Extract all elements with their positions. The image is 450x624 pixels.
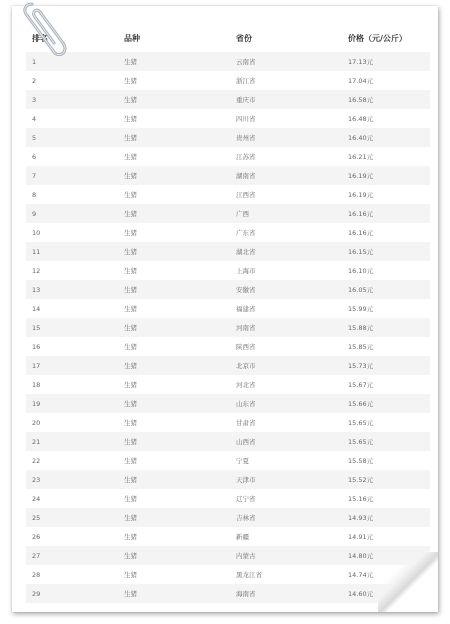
cell-rank: 7 bbox=[26, 166, 124, 185]
table-row bbox=[26, 90, 430, 109]
cell-province: 北京市 bbox=[236, 356, 348, 375]
cell-price: 15.65元 bbox=[348, 413, 430, 432]
cell-province: 陕西省 bbox=[236, 337, 348, 356]
cell-kind: 生猪 bbox=[124, 375, 236, 394]
cell-province: 吉林省 bbox=[236, 508, 348, 527]
table-row bbox=[26, 337, 430, 356]
cell-kind: 生猪 bbox=[124, 90, 236, 109]
cell-kind: 生猪 bbox=[124, 337, 236, 356]
cell-price: 15.16元 bbox=[348, 489, 430, 508]
cell-price: 15.73元 bbox=[348, 356, 430, 375]
cell-price: 15.52元 bbox=[348, 470, 430, 489]
table-row bbox=[26, 242, 430, 261]
table-row bbox=[26, 394, 430, 413]
cell-rank: 22 bbox=[26, 451, 124, 470]
cell-province: 四川省 bbox=[236, 109, 348, 128]
cell-kind: 生猪 bbox=[124, 565, 236, 584]
cell-province: 广西 bbox=[236, 204, 348, 223]
table-row bbox=[26, 451, 430, 470]
cell-kind: 生猪 bbox=[124, 128, 236, 147]
cell-kind: 生猪 bbox=[124, 223, 236, 242]
cell-price: 16.19元 bbox=[348, 166, 430, 185]
cell-province: 宁夏 bbox=[236, 451, 348, 470]
cell-kind: 生猪 bbox=[124, 318, 236, 337]
cell-rank: 14 bbox=[26, 299, 124, 318]
cell-province: 湖南省 bbox=[236, 166, 348, 185]
cell-province: 山东省 bbox=[236, 394, 348, 413]
cell-rank: 20 bbox=[26, 413, 124, 432]
cell-kind: 生猪 bbox=[124, 413, 236, 432]
cell-province: 上海市 bbox=[236, 261, 348, 280]
cell-price: 14.91元 bbox=[348, 527, 430, 546]
cell-rank: 9 bbox=[26, 204, 124, 223]
cell-province: 江苏省 bbox=[236, 147, 348, 166]
cell-kind: 生猪 bbox=[124, 185, 236, 204]
table-row bbox=[26, 584, 430, 603]
table-row bbox=[26, 413, 430, 432]
cell-kind: 生猪 bbox=[124, 470, 236, 489]
cell-kind: 生猪 bbox=[124, 394, 236, 413]
header-kind: 品种 bbox=[124, 33, 140, 43]
cell-kind: 生猪 bbox=[124, 299, 236, 318]
cell-province: 天津市 bbox=[236, 470, 348, 489]
cell-kind: 生猪 bbox=[124, 204, 236, 223]
cell-province: 河北省 bbox=[236, 375, 348, 394]
cell-kind: 生猪 bbox=[124, 451, 236, 470]
cell-province: 湖北省 bbox=[236, 242, 348, 261]
cell-rank: 1 bbox=[26, 52, 124, 71]
cell-rank: 3 bbox=[26, 90, 124, 109]
cell-rank: 13 bbox=[26, 280, 124, 299]
cell-kind: 生猪 bbox=[124, 109, 236, 128]
cell-price: 16.58元 bbox=[348, 90, 430, 109]
cell-rank: 8 bbox=[26, 185, 124, 204]
cell-rank: 15 bbox=[26, 318, 124, 337]
cell-price: 16.16元 bbox=[348, 223, 430, 242]
cell-rank: 17 bbox=[26, 356, 124, 375]
cell-province: 安徽省 bbox=[236, 280, 348, 299]
table-row bbox=[26, 261, 430, 280]
cell-price: 15.65元 bbox=[348, 432, 430, 451]
table-row bbox=[26, 565, 430, 584]
cell-price: 15.67元 bbox=[348, 375, 430, 394]
cell-kind: 生猪 bbox=[124, 280, 236, 299]
cell-price: 16.21元 bbox=[348, 147, 430, 166]
cell-province: 福建省 bbox=[236, 299, 348, 318]
cell-price: 15.66元 bbox=[348, 394, 430, 413]
cell-kind: 生猪 bbox=[124, 508, 236, 527]
cell-province: 山西省 bbox=[236, 432, 348, 451]
cell-price: 15.58元 bbox=[348, 451, 430, 470]
table-row bbox=[26, 527, 430, 546]
cell-province: 贵州省 bbox=[236, 128, 348, 147]
cell-rank: 2 bbox=[26, 71, 124, 90]
table-row bbox=[26, 318, 430, 337]
cell-price: 14.80元 bbox=[348, 546, 430, 565]
cell-province: 浙江省 bbox=[236, 71, 348, 90]
cell-province: 河南省 bbox=[236, 318, 348, 337]
cell-price: 14.93元 bbox=[348, 508, 430, 527]
table-row bbox=[26, 546, 430, 565]
cell-rank: 11 bbox=[26, 242, 124, 261]
table-row bbox=[26, 470, 430, 489]
cell-price: 15.99元 bbox=[348, 299, 430, 318]
cell-kind: 生猪 bbox=[124, 432, 236, 451]
cell-province: 广东省 bbox=[236, 223, 348, 242]
cell-kind: 生猪 bbox=[124, 147, 236, 166]
cell-rank: 18 bbox=[26, 375, 124, 394]
table-row bbox=[26, 166, 430, 185]
cell-price: 16.10元 bbox=[348, 261, 430, 280]
table-header-row bbox=[26, 24, 430, 52]
cell-kind: 生猪 bbox=[124, 584, 236, 603]
table-row bbox=[26, 375, 430, 394]
cell-rank: 25 bbox=[26, 508, 124, 527]
cell-rank: 5 bbox=[26, 128, 124, 147]
cell-price: 15.88元 bbox=[348, 318, 430, 337]
table-row bbox=[26, 432, 430, 451]
cell-province: 黑龙江省 bbox=[236, 565, 348, 584]
cell-price: 16.48元 bbox=[348, 109, 430, 128]
cell-kind: 生猪 bbox=[124, 52, 236, 71]
cell-price: 16.40元 bbox=[348, 128, 430, 147]
table-row bbox=[26, 109, 430, 128]
cell-kind: 生猪 bbox=[124, 71, 236, 90]
cell-rank: 6 bbox=[26, 147, 124, 166]
cell-province: 辽宁省 bbox=[236, 489, 348, 508]
cell-province: 云南省 bbox=[236, 52, 348, 71]
cell-province: 内蒙古 bbox=[236, 546, 348, 565]
table-row bbox=[26, 128, 430, 147]
cell-rank: 16 bbox=[26, 337, 124, 356]
cell-rank: 21 bbox=[26, 432, 124, 451]
cell-kind: 生猪 bbox=[124, 546, 236, 565]
cell-rank: 29 bbox=[26, 584, 124, 603]
table-row bbox=[26, 204, 430, 223]
table-body bbox=[26, 52, 430, 603]
price-ranking-table bbox=[26, 24, 430, 603]
cell-price: 15.85元 bbox=[348, 337, 430, 356]
cell-kind: 生猪 bbox=[124, 356, 236, 375]
header-province: 省份 bbox=[236, 33, 252, 43]
cell-price: 17.13元 bbox=[348, 52, 430, 71]
table-row bbox=[26, 52, 430, 71]
cell-province: 新疆 bbox=[236, 527, 348, 546]
cell-kind: 生猪 bbox=[124, 527, 236, 546]
cell-province: 重庆市 bbox=[236, 90, 348, 109]
cell-rank: 4 bbox=[26, 109, 124, 128]
header-price: 价格（元/公斤） bbox=[348, 33, 407, 43]
cell-price: 17.04元 bbox=[348, 71, 430, 90]
cell-kind: 生猪 bbox=[124, 261, 236, 280]
cell-province: 甘肃省 bbox=[236, 413, 348, 432]
cell-kind: 生猪 bbox=[124, 242, 236, 261]
cell-price: 16.19元 bbox=[348, 185, 430, 204]
cell-kind: 生猪 bbox=[124, 166, 236, 185]
header-rank: 排名 bbox=[32, 33, 48, 43]
cell-rank: 10 bbox=[26, 223, 124, 242]
cell-rank: 26 bbox=[26, 527, 124, 546]
table-row bbox=[26, 185, 430, 204]
table-row bbox=[26, 508, 430, 527]
cell-rank: 12 bbox=[26, 261, 124, 280]
table-row bbox=[26, 71, 430, 90]
cell-price: 16.16元 bbox=[348, 204, 430, 223]
cell-province: 江西省 bbox=[236, 185, 348, 204]
cell-price: 14.60元 bbox=[348, 584, 430, 603]
paper-sheet bbox=[12, 6, 438, 612]
cell-province: 海南省 bbox=[236, 584, 348, 603]
cell-rank: 28 bbox=[26, 565, 124, 584]
cell-price: 14.74元 bbox=[348, 565, 430, 584]
table-row bbox=[26, 356, 430, 375]
cell-rank: 24 bbox=[26, 489, 124, 508]
cell-rank: 19 bbox=[26, 394, 124, 413]
table-row bbox=[26, 299, 430, 318]
cell-rank: 23 bbox=[26, 470, 124, 489]
cell-price: 16.05元 bbox=[348, 280, 430, 299]
table-row bbox=[26, 280, 430, 299]
table-row bbox=[26, 223, 430, 242]
table-row bbox=[26, 147, 430, 166]
cell-rank: 27 bbox=[26, 546, 124, 565]
cell-price: 16.15元 bbox=[348, 242, 430, 261]
cell-kind: 生猪 bbox=[124, 489, 236, 508]
table-row bbox=[26, 489, 430, 508]
